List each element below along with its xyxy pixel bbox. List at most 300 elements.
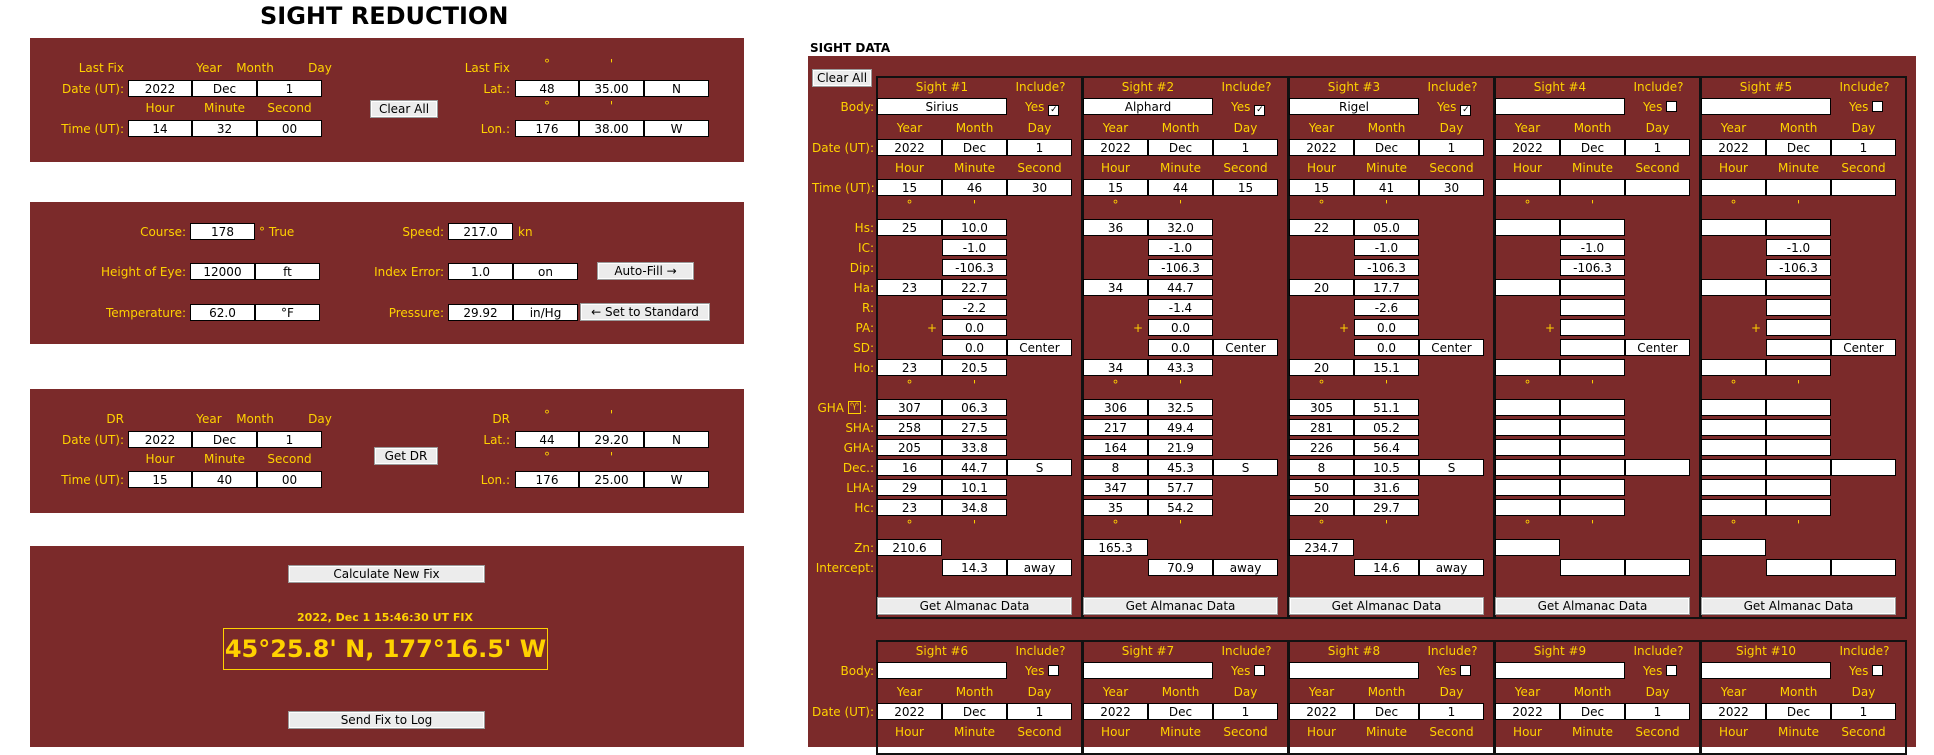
last-fix-lat-min-field[interactable]: 35.00 <box>579 80 644 97</box>
day-field[interactable]: 1 <box>1213 703 1278 720</box>
dec-min-field[interactable] <box>1560 459 1625 476</box>
include-label: Include? <box>1633 644 1684 658</box>
hs-min-field[interactable]: 10.0 <box>942 219 1007 236</box>
ha-deg-field[interactable] <box>1701 279 1766 296</box>
lha-deg-field[interactable] <box>1701 479 1766 496</box>
include-checkbox[interactable] <box>1872 665 1883 676</box>
r-field[interactable] <box>1766 299 1831 316</box>
ho-min-field[interactable]: 20.5 <box>942 359 1007 376</box>
sha-deg-field[interactable] <box>1495 419 1560 436</box>
hc-deg-field[interactable] <box>1701 499 1766 516</box>
sd-field[interactable]: 0.0 <box>1354 339 1419 356</box>
ic-field[interactable]: -1.0 <box>1560 239 1625 256</box>
body-name-field[interactable] <box>1495 98 1625 115</box>
hc-min-field[interactable]: 34.8 <box>942 499 1007 516</box>
dr-second-field[interactable]: 00 <box>257 471 322 488</box>
year-header: Year <box>1720 121 1747 135</box>
set-to-standard-button[interactable]: ← Set to Standard <box>580 303 710 321</box>
pressure-field[interactable]: 29.92 <box>448 304 513 321</box>
include-yes-label: Yes <box>1231 664 1251 678</box>
include-checkbox[interactable] <box>1666 101 1677 112</box>
zn-field[interactable] <box>1701 539 1766 556</box>
second-field[interactable] <box>1831 179 1896 196</box>
hour-field[interactable]: 15 <box>1083 179 1148 196</box>
year-field[interactable]: 2022 <box>1701 703 1766 720</box>
dr-lon-min-field[interactable]: 25.00 <box>579 471 644 488</box>
hc-min-field[interactable]: 54.2 <box>1148 499 1213 516</box>
row-label-sha: SHA: <box>845 421 874 435</box>
minute-symbol: ' <box>1384 518 1389 532</box>
include-checkbox[interactable]: ✓ <box>1462 105 1470 115</box>
lha-deg-field[interactable]: 50 <box>1289 479 1354 496</box>
year-field[interactable]: 2022 <box>1701 139 1766 156</box>
hour-header: Hour <box>1307 725 1336 739</box>
year-field[interactable]: 2022 <box>877 139 942 156</box>
day-field[interactable]: 1 <box>1831 703 1896 720</box>
last-fix-lon-deg-field[interactable]: 176 <box>515 120 579 137</box>
height-of-eye-field[interactable]: 12000 <box>190 263 255 280</box>
gha-total-min-field[interactable]: 56.4 <box>1354 439 1419 456</box>
last-fix-time-label: Time (UT): <box>61 122 124 136</box>
month-field[interactable]: Dec <box>942 139 1007 156</box>
month-field[interactable]: Dec <box>1148 139 1213 156</box>
month-header: Month <box>1161 121 1200 135</box>
auto-fill-button[interactable]: Auto-Fill → <box>597 262 694 280</box>
intercept-field[interactable] <box>1560 559 1625 576</box>
body-name-field[interactable]: Alphard <box>1083 98 1213 115</box>
sha-deg-field[interactable]: 258 <box>877 419 942 436</box>
include-yes <box>1437 663 1471 679</box>
hc-deg-field[interactable]: 20 <box>1289 499 1354 516</box>
dr-minute-field[interactable]: 40 <box>192 471 257 488</box>
ha-min-field[interactable]: 17.7 <box>1354 279 1419 296</box>
sd-field[interactable]: 0.0 <box>1148 339 1213 356</box>
dec-deg-field[interactable]: 16 <box>877 459 942 476</box>
year-field[interactable]: 2022 <box>1495 139 1560 156</box>
dr-minute-header: Minute <box>204 452 245 466</box>
last-fix-month-field[interactable]: Dec <box>192 80 257 97</box>
dip-field[interactable]: -106.3 <box>942 259 1007 276</box>
pa-field[interactable] <box>1766 319 1831 336</box>
day-field[interactable]: 1 <box>1419 139 1484 156</box>
last-fix-minute-field[interactable]: 32 <box>192 120 257 137</box>
last-fix-lon-min-field[interactable]: 38.00 <box>579 120 644 137</box>
dr-lat-header: DR <box>492 412 510 426</box>
sha-deg-field[interactable]: 281 <box>1289 419 1354 436</box>
sha-deg-field[interactable]: 217 <box>1083 419 1148 436</box>
hc-min-field[interactable] <box>1766 499 1831 516</box>
minute-field[interactable] <box>1766 179 1831 196</box>
ha-deg-field[interactable]: 23 <box>877 279 942 296</box>
gha-total-min-field[interactable] <box>1766 439 1831 456</box>
get-almanac-data-button[interactable]: Get Almanac Data <box>1701 597 1896 615</box>
hour-field[interactable]: 15 <box>1289 179 1354 196</box>
ho-min-field[interactable] <box>1560 359 1625 376</box>
clear-all-button[interactable]: Clear All <box>370 100 438 118</box>
ha-deg-field[interactable]: 20 <box>1289 279 1354 296</box>
include-checkbox[interactable] <box>1666 665 1677 676</box>
last-fix-day-field[interactable]: 1 <box>257 80 322 97</box>
minute-header: Minute <box>1366 725 1407 739</box>
hc-min-field[interactable] <box>1560 499 1625 516</box>
dec-hem-field[interactable]: S <box>1213 459 1278 476</box>
hc-deg-field[interactable]: 35 <box>1083 499 1148 516</box>
dr-day-field[interactable]: 1 <box>257 431 322 448</box>
send-fix-to-log-button[interactable]: Send Fix to Log <box>288 711 485 729</box>
last-fix-lat-hem-field[interactable]: N <box>644 80 709 97</box>
gha-total-min-field[interactable]: 21.9 <box>1148 439 1213 456</box>
gha-total-deg-field[interactable]: 205 <box>877 439 942 456</box>
second-header: Second <box>1017 725 1062 739</box>
include-checkbox[interactable] <box>1048 665 1059 676</box>
second-header: Second <box>1429 725 1474 739</box>
sd-limb-select[interactable]: Center <box>1213 339 1278 356</box>
dec-deg-field[interactable]: 8 <box>1289 459 1354 476</box>
hs-deg-field[interactable]: 25 <box>877 219 942 236</box>
gha-deg-field[interactable]: 306 <box>1083 399 1148 416</box>
dec-deg-field[interactable]: 8 <box>1083 459 1148 476</box>
last-fix-year-field[interactable]: 2022 <box>128 80 192 97</box>
calculate-new-fix-button[interactable]: Calculate New Fix <box>288 565 485 583</box>
row-label-gha-colon: : <box>863 401 868 415</box>
ha-deg-field[interactable] <box>1495 279 1560 296</box>
dr-lon-deg-field[interactable]: 176 <box>515 471 579 488</box>
ha-deg-field[interactable]: 34 <box>1083 279 1148 296</box>
dip-field[interactable]: -106.3 <box>1148 259 1213 276</box>
lha-deg-field[interactable]: 29 <box>877 479 942 496</box>
day-field[interactable]: 1 <box>1007 703 1072 720</box>
index-error-field[interactable]: 1.0 <box>448 263 513 280</box>
intercept-direction-field[interactable]: away <box>1419 559 1484 576</box>
gha-deg-field[interactable]: 305 <box>1289 399 1354 416</box>
dr-hour-field[interactable]: 15 <box>128 471 192 488</box>
hs-min-field[interactable]: 32.0 <box>1148 219 1213 236</box>
dr-lon-hem-field[interactable]: W <box>644 471 709 488</box>
day-field[interactable]: 1 <box>1625 139 1690 156</box>
month-field[interactable]: Dec <box>1148 703 1213 720</box>
gha-min-field[interactable]: 51.1 <box>1354 399 1419 416</box>
lha-min-field[interactable] <box>1560 479 1625 496</box>
include-checkbox[interactable]: ✓ <box>1050 105 1058 115</box>
include-checkbox[interactable] <box>1460 665 1471 676</box>
gha-total-deg-field[interactable] <box>1495 439 1560 456</box>
last-fix-lat-deg-field[interactable]: 48 <box>515 80 579 97</box>
body-name-field[interactable] <box>1701 98 1831 115</box>
course-field[interactable]: 178 <box>190 223 255 240</box>
sight-clear-all-button[interactable]: Clear All <box>812 69 872 87</box>
month-field[interactable]: Dec <box>1766 703 1831 720</box>
minute-field[interactable]: 46 <box>942 179 1007 196</box>
gha-total-deg-field[interactable] <box>1701 439 1766 456</box>
gha-deg-field[interactable] <box>1495 399 1560 416</box>
month-field[interactable]: Dec <box>1560 703 1625 720</box>
intercept-direction-field[interactable]: away <box>1213 559 1278 576</box>
r-field[interactable]: -2.2 <box>942 299 1007 316</box>
pa-field[interactable]: 0.0 <box>1354 319 1419 336</box>
r-field[interactable]: -1.4 <box>1148 299 1213 316</box>
get-almanac-data-button[interactable]: Get Almanac Data <box>1289 597 1484 615</box>
sd-field[interactable] <box>1766 339 1831 356</box>
get-almanac-data-button[interactable]: Get Almanac Data <box>1083 597 1278 615</box>
gha-deg-field[interactable] <box>1701 399 1766 416</box>
year-field[interactable]: 2022 <box>1083 703 1148 720</box>
body-name-field[interactable] <box>1289 662 1419 679</box>
sd-limb-select[interactable]: Center <box>1625 339 1690 356</box>
ho-deg-field[interactable]: 23 <box>877 359 942 376</box>
dip-field[interactable]: -106.3 <box>1766 259 1831 276</box>
body-name-field[interactable]: Rigel <box>1289 98 1419 115</box>
gha-total-min-field[interactable]: 33.8 <box>942 439 1007 456</box>
include-checkbox[interactable] <box>1872 101 1883 112</box>
include-label: Include? <box>1633 80 1684 94</box>
intercept-field[interactable]: 14.3 <box>942 559 1007 576</box>
dec-hem-field[interactable] <box>1831 459 1896 476</box>
last-fix-lon-hem-field[interactable]: W <box>644 120 709 137</box>
intercept-direction-field[interactable] <box>1625 559 1690 576</box>
second-field[interactable]: 30 <box>1419 179 1484 196</box>
zn-field[interactable] <box>1495 539 1560 556</box>
second-header: Second <box>1635 161 1680 175</box>
ho-min-field[interactable]: 15.1 <box>1354 359 1419 376</box>
month-field[interactable]: Dec <box>1560 139 1625 156</box>
body-name-field[interactable] <box>1083 662 1213 679</box>
gha-min-field[interactable] <box>1766 399 1831 416</box>
dec-min-field[interactable]: 10.5 <box>1354 459 1419 476</box>
ho-min-field[interactable] <box>1766 359 1831 376</box>
get-almanac-data-button[interactable]: Get Almanac Data <box>1495 597 1690 615</box>
hs-min-field[interactable] <box>1560 219 1625 236</box>
r-field[interactable]: -2.6 <box>1354 299 1419 316</box>
year-header: Year <box>1102 121 1129 135</box>
year-header: Year <box>1514 685 1541 699</box>
pa-field[interactable]: 0.0 <box>1148 319 1213 336</box>
course-unit: ° True <box>259 225 295 239</box>
ic-field[interactable]: -1.0 <box>1148 239 1213 256</box>
day-field[interactable]: 1 <box>1007 139 1072 156</box>
dec-deg-field[interactable] <box>1701 459 1766 476</box>
last-fix-second-field[interactable]: 00 <box>257 120 322 137</box>
month-header: Month <box>1573 121 1612 135</box>
gha-min-field[interactable]: 06.3 <box>942 399 1007 416</box>
lha-min-field[interactable] <box>1766 479 1831 496</box>
include-yes-label: Yes <box>1849 100 1869 114</box>
ha-min-field[interactable]: 44.7 <box>1148 279 1213 296</box>
hs-deg-field[interactable] <box>1701 219 1766 236</box>
intercept-field[interactable]: 70.9 <box>1148 559 1213 576</box>
hour-header: Hour <box>1719 725 1748 739</box>
include-label: Include? <box>1427 644 1478 658</box>
include-checkbox[interactable]: ✓ <box>1256 105 1264 115</box>
dip-field[interactable]: -106.3 <box>1354 259 1419 276</box>
sha-min-field[interactable]: 49.4 <box>1148 419 1213 436</box>
minute-field[interactable]: 41 <box>1354 179 1419 196</box>
intercept-field[interactable] <box>1766 559 1831 576</box>
motion-panel <box>30 202 744 344</box>
minute-header: Minute <box>954 725 995 739</box>
lha-deg-field[interactable]: 347 <box>1083 479 1148 496</box>
minute-header: Minute <box>1366 161 1407 175</box>
include-checkbox[interactable] <box>1254 665 1265 676</box>
hs-min-field[interactable] <box>1766 219 1831 236</box>
dr-lat-hem-field[interactable]: N <box>644 431 709 448</box>
body-name-field[interactable] <box>1701 662 1831 679</box>
day-field[interactable]: 1 <box>1213 139 1278 156</box>
pa-field[interactable]: 0.0 <box>942 319 1007 336</box>
ho-deg-field[interactable]: 20 <box>1289 359 1354 376</box>
ho-deg-field[interactable] <box>1701 359 1766 376</box>
gha-deg-field[interactable]: 307 <box>877 399 942 416</box>
dr-panel <box>30 389 744 513</box>
gha-total-min-field[interactable] <box>1560 439 1625 456</box>
lha-deg-field[interactable] <box>1495 479 1560 496</box>
gha-total-deg-field[interactable]: 164 <box>1083 439 1148 456</box>
ic-field[interactable]: -1.0 <box>942 239 1007 256</box>
include-yes-label: Yes <box>1437 100 1457 114</box>
day-field[interactable]: 1 <box>1831 139 1896 156</box>
year-header: Year <box>896 685 923 699</box>
last-fix-lat-label: Lat.: <box>483 82 510 96</box>
ho-deg-field[interactable] <box>1495 359 1560 376</box>
dec-hem-field[interactable] <box>1625 459 1690 476</box>
year-field[interactable]: 2022 <box>1083 139 1148 156</box>
sha-min-field[interactable]: 05.2 <box>1354 419 1419 436</box>
row-label-dec: Dec.: <box>842 461 874 475</box>
intercept-direction-field[interactable]: away <box>1007 559 1072 576</box>
last-fix-hour-field[interactable]: 14 <box>128 120 192 137</box>
body-name-field[interactable] <box>1495 662 1625 679</box>
degree-symbol: ° <box>1112 378 1119 392</box>
ho-min-field[interactable]: 43.3 <box>1148 359 1213 376</box>
month-field[interactable]: Dec <box>1766 139 1831 156</box>
hc-deg-field[interactable] <box>1495 499 1560 516</box>
second-field[interactable]: 15 <box>1213 179 1278 196</box>
sha-min-field[interactable] <box>1766 419 1831 436</box>
year-field[interactable]: 2022 <box>877 703 942 720</box>
day-field[interactable]: 1 <box>1625 703 1690 720</box>
lha-min-field[interactable]: 31.6 <box>1354 479 1419 496</box>
month-field[interactable]: Dec <box>1354 139 1419 156</box>
lha-min-field[interactable]: 57.7 <box>1148 479 1213 496</box>
temperature-field[interactable]: 62.0 <box>190 304 255 321</box>
second-field[interactable]: 30 <box>1007 179 1072 196</box>
ic-field[interactable]: -1.0 <box>1354 239 1419 256</box>
include-label: Include? <box>1221 80 1272 94</box>
index-error-unit[interactable]: on <box>513 263 578 280</box>
r-field[interactable] <box>1560 299 1625 316</box>
dip-field[interactable]: -106.3 <box>1560 259 1625 276</box>
dec-hem-field[interactable]: S <box>1007 459 1072 476</box>
minute-field[interactable]: 44 <box>1148 179 1213 196</box>
gha-min-field[interactable] <box>1560 399 1625 416</box>
sd-field[interactable] <box>1560 339 1625 356</box>
ha-min-field[interactable] <box>1766 279 1831 296</box>
hs-deg-field[interactable]: 36 <box>1083 219 1148 236</box>
month-field[interactable]: Dec <box>942 703 1007 720</box>
year-field[interactable]: 2022 <box>1289 703 1354 720</box>
year-header: Year <box>1308 121 1335 135</box>
row-label-zn: Zn: <box>854 541 874 555</box>
hour-field[interactable] <box>1701 179 1766 196</box>
intercept-field[interactable]: 14.6 <box>1354 559 1419 576</box>
sd-limb-select[interactable]: Center <box>1419 339 1484 356</box>
dec-min-field[interactable]: 45.3 <box>1148 459 1213 476</box>
dr-label: DR <box>106 412 124 426</box>
zn-field[interactable]: 234.7 <box>1289 539 1354 556</box>
dr-year-field[interactable]: 2022 <box>128 431 192 448</box>
dec-deg-field[interactable] <box>1495 459 1560 476</box>
dec-min-field[interactable] <box>1766 459 1831 476</box>
ic-field[interactable]: -1.0 <box>1766 239 1831 256</box>
ha-min-field[interactable] <box>1560 279 1625 296</box>
sha-deg-field[interactable] <box>1701 419 1766 436</box>
minute-symbol: ' <box>1796 198 1801 212</box>
year-field[interactable]: 2022 <box>1495 703 1560 720</box>
include-yes-label: Yes <box>1437 664 1457 678</box>
dec-min-field[interactable]: 44.7 <box>942 459 1007 476</box>
hc-min-field[interactable]: 29.7 <box>1354 499 1419 516</box>
second-header: Second <box>1223 161 1268 175</box>
year-field[interactable]: 2022 <box>1289 139 1354 156</box>
dr-lat-label: Lat.: <box>483 433 510 447</box>
speed-field[interactable]: 217.0 <box>448 223 513 240</box>
pressure-unit[interactable]: in/Hg <box>513 304 578 321</box>
minute-field[interactable] <box>1560 179 1625 196</box>
pa-field[interactable] <box>1560 319 1625 336</box>
hs-deg-field[interactable] <box>1495 219 1560 236</box>
zn-field[interactable]: 210.6 <box>877 539 942 556</box>
height-of-eye-unit[interactable]: ft <box>255 263 320 280</box>
sd-field[interactable]: 0.0 <box>942 339 1007 356</box>
hs-min-field[interactable]: 05.0 <box>1354 219 1419 236</box>
row-label-sd: SD: <box>853 341 874 355</box>
row-label-dip: Dip: <box>849 261 874 275</box>
sha-min-field[interactable]: 27.5 <box>942 419 1007 436</box>
get-dr-button[interactable]: Get DR <box>374 447 438 465</box>
day-field[interactable]: 1 <box>1419 703 1484 720</box>
body-name-field[interactable]: Sirius <box>877 98 1007 115</box>
year-header: Year <box>1514 121 1541 135</box>
last-fix-panel <box>30 38 744 162</box>
ha-min-field[interactable]: 22.7 <box>942 279 1007 296</box>
gha-total-deg-field[interactable]: 226 <box>1289 439 1354 456</box>
lha-min-field[interactable]: 10.1 <box>942 479 1007 496</box>
sd-limb-select[interactable]: Center <box>1831 339 1896 356</box>
month-field[interactable]: Dec <box>1354 703 1419 720</box>
include-yes-label: Yes <box>1231 100 1251 114</box>
dr-lat-deg-field[interactable]: 44 <box>515 431 579 448</box>
dr-month-field[interactable]: Dec <box>192 431 257 448</box>
dr-lat-min-field[interactable]: 29.20 <box>579 431 644 448</box>
hc-deg-field[interactable]: 23 <box>877 499 942 516</box>
gha-min-field[interactable]: 32.5 <box>1148 399 1213 416</box>
zn-field[interactable]: 165.3 <box>1083 539 1148 556</box>
dec-hem-field[interactable]: S <box>1419 459 1484 476</box>
row-label-ha: Ha: <box>853 281 874 295</box>
hs-deg-field[interactable]: 22 <box>1289 219 1354 236</box>
second-field[interactable] <box>1625 179 1690 196</box>
sha-min-field[interactable] <box>1560 419 1625 436</box>
body-name-field[interactable] <box>877 662 1007 679</box>
get-almanac-data-button[interactable]: Get Almanac Data <box>877 597 1072 615</box>
sd-limb-select[interactable]: Center <box>1007 339 1072 356</box>
temperature-unit[interactable]: °F <box>255 304 320 321</box>
hour-field[interactable] <box>1495 179 1560 196</box>
include-yes <box>1025 663 1059 679</box>
ho-deg-field[interactable]: 34 <box>1083 359 1148 376</box>
hour-field[interactable]: 15 <box>877 179 942 196</box>
intercept-direction-field[interactable] <box>1831 559 1896 576</box>
minute-symbol: ' <box>1384 378 1389 392</box>
